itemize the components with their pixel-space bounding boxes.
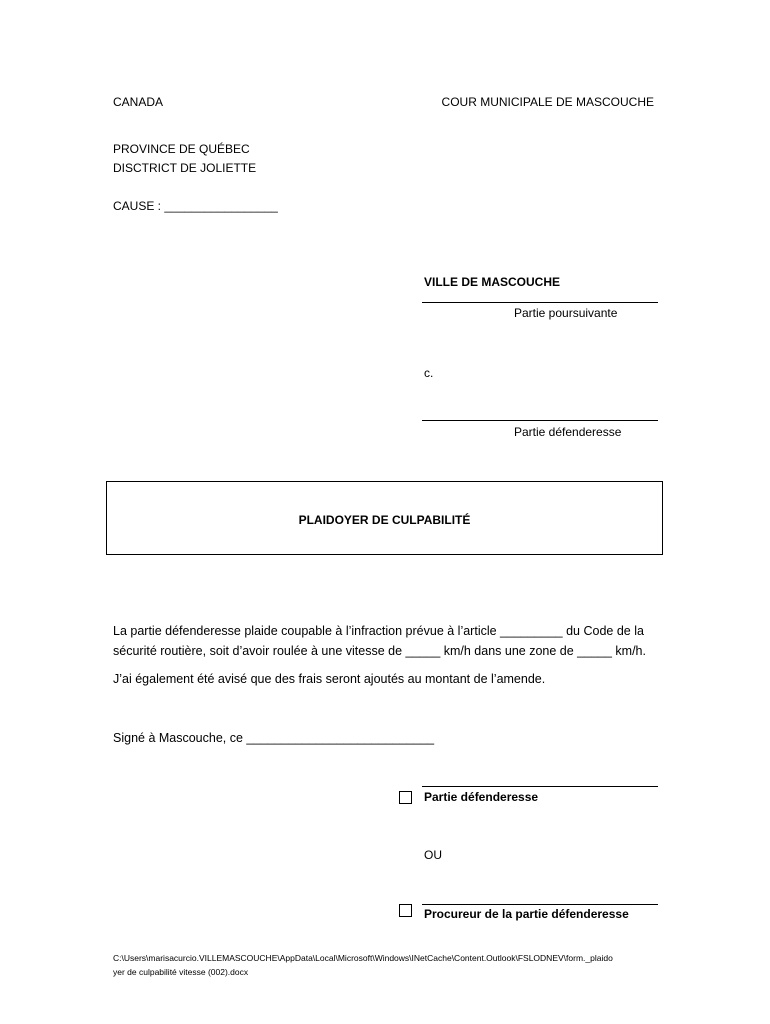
plaintiff-name: VILLE DE MASCOUCHE — [424, 275, 561, 289]
cause-field[interactable]: CAUSE : _________________ — [113, 199, 278, 213]
fees-notice: J’ai également été avisé que des frais seront ajoutés au montant de l’amende. — [113, 672, 546, 686]
defendant-checkbox[interactable] — [399, 791, 412, 804]
attorney-option-label: Procureur de la partie défenderesse — [424, 907, 629, 921]
defendant-option-label: Partie défenderesse — [424, 790, 539, 804]
file-path-line-1: C:\Users\marisacurcio.VILLEMASCOUCHE\AppData\Local\Microsoft\Windows\INetCache\Content.Outlook\FSLODNEV\form._plaido — [113, 953, 613, 963]
attorney-checkbox[interactable] — [399, 904, 412, 917]
signature-line-attorney[interactable] — [422, 904, 658, 905]
document-title: PLAIDOYER DE CULPABILITÉ — [298, 513, 471, 527]
or-label: OU — [424, 848, 442, 862]
file-path-line-2: yer de culpabilité vitesse (002).docx — [113, 967, 249, 977]
signature-line-defendant[interactable] — [422, 786, 658, 787]
plaintiff-role: Partie poursuivante — [514, 306, 618, 320]
country-label: CANADA — [113, 95, 164, 109]
defendant-role: Partie défenderesse — [514, 425, 622, 439]
plea-paragraph-line-2: sécurité routière, soit d’avoir roulée à une vitesse de _____ km/h dans une zone de _____ km/h. — [113, 644, 646, 658]
file-path-footer — [113, 951, 663, 979]
signed-at-field[interactable]: Signé à Mascouche, ce ___________________________ — [113, 731, 435, 745]
title-box — [106, 481, 663, 555]
province-label: PROVINCE DE QUÉBEC — [113, 142, 250, 156]
plaintiff-signature-line — [422, 302, 658, 303]
defendant-name-line[interactable] — [422, 420, 658, 421]
district-label: DISCTRICT DE JOLIETTE — [113, 161, 257, 175]
versus-label: c. — [424, 366, 434, 380]
plea-paragraph-line-1: La partie défenderesse plaide coupable à l’infraction prévue à l’article _________ du Code de la — [113, 624, 644, 638]
court-name: COUR MUNICIPALE DE MASCOUCHE — [441, 95, 654, 109]
